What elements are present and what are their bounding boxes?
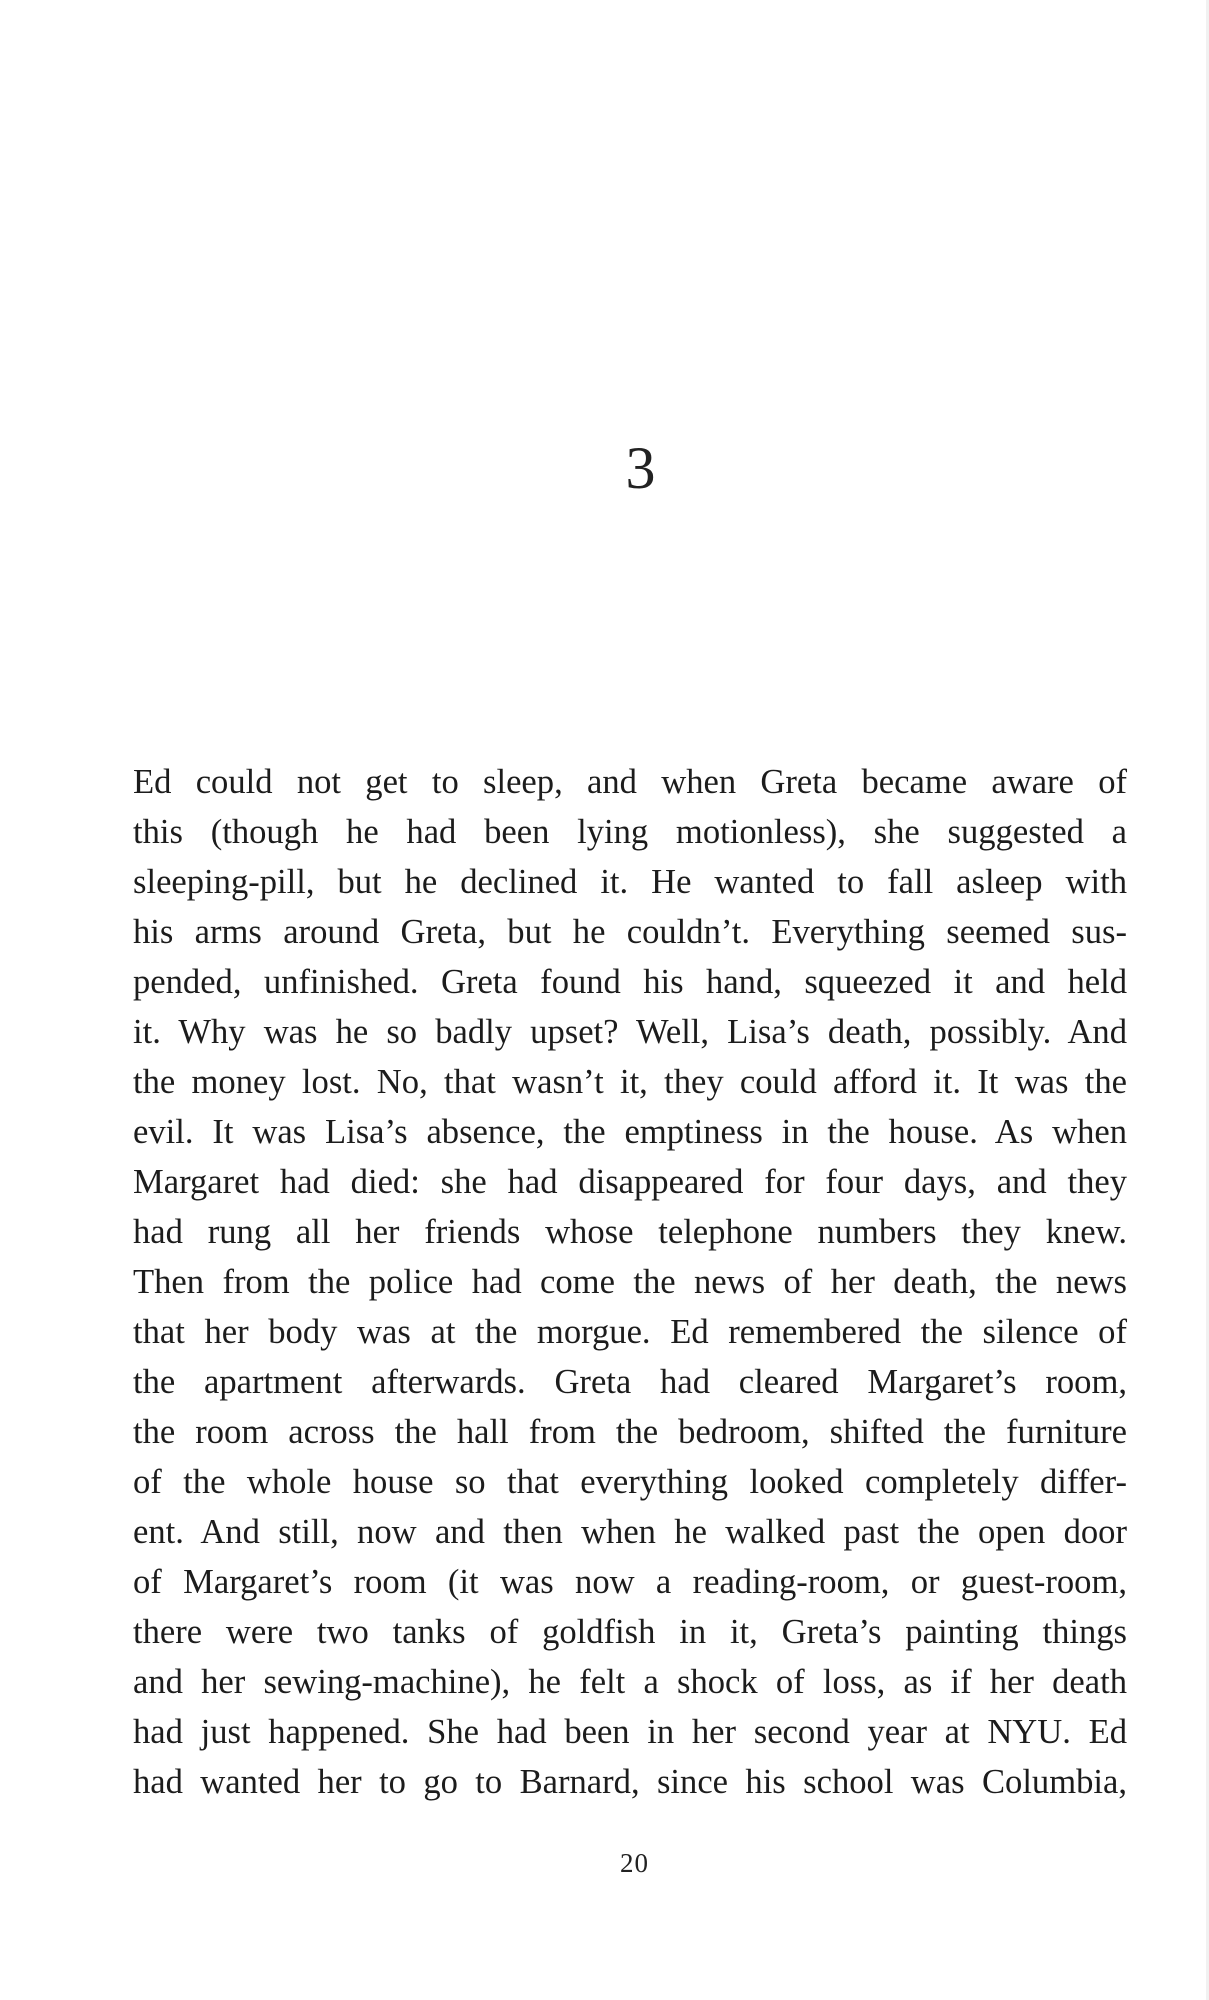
text-line: the room across the hall from the bedroom, shifted the furniture xyxy=(133,1413,1127,1451)
text-line: there were two tanks of goldfish in it, Greta’s painting things xyxy=(133,1613,1127,1651)
text-line: and her sewing-machine), he felt a shock of loss, as if her death xyxy=(133,1663,1127,1701)
text-line: had wanted her to go to Barnard, since his school was Columbia, xyxy=(133,1763,1127,1801)
text-line: it. Why was he so badly upset? Well, Lisa’s death, possibly. And xyxy=(133,1013,1127,1051)
text-line: had just happened. She had been in her second year at NYU. Ed xyxy=(133,1713,1127,1751)
text-line: Then from the police had come the news of her death, the news xyxy=(133,1263,1127,1301)
chapter-number xyxy=(0,435,1209,501)
text-line: evil. It was Lisa’s absence, the emptiness in the house. As when xyxy=(133,1113,1127,1151)
page-number-text: 20 xyxy=(620,1848,649,1878)
text-line: of Margaret’s room (it was now a reading-room, or guest-room, xyxy=(133,1563,1127,1601)
text-line: pended, unfinished. Greta found his hand, squeezed it and held xyxy=(133,963,1127,1001)
text-line: that her body was at the morgue. Ed remembered the silence of xyxy=(133,1313,1127,1351)
text-line: ent. And still, now and then when he walked past the open door xyxy=(133,1513,1127,1551)
text-line: sleeping-pill, but he declined it. He wanted to fall asleep with xyxy=(133,863,1127,901)
text-line: the apartment afterwards. Greta had cleared Margaret’s room, xyxy=(133,1363,1127,1401)
text-line: this (though he had been lying motionless), she suggested a xyxy=(133,813,1127,851)
page-number xyxy=(0,1850,1209,1877)
text-line: the money lost. No, that wasn’t it, they could afford it. It was the xyxy=(133,1063,1127,1101)
text-line: Margaret had died: she had disappeared for four days, and they xyxy=(133,1163,1127,1201)
chapter-number-text: 3 xyxy=(625,435,656,501)
text-line: of the whole house so that everything looked completely differ- xyxy=(133,1463,1127,1501)
body-text xyxy=(133,757,1127,1807)
text-line: Ed could not get to sleep, and when Greta became aware of xyxy=(133,763,1127,801)
text-line: had rung all her friends whose telephone numbers they knew. xyxy=(133,1213,1127,1251)
text-line: his arms around Greta, but he couldn’t. Everything seemed sus- xyxy=(133,913,1127,951)
